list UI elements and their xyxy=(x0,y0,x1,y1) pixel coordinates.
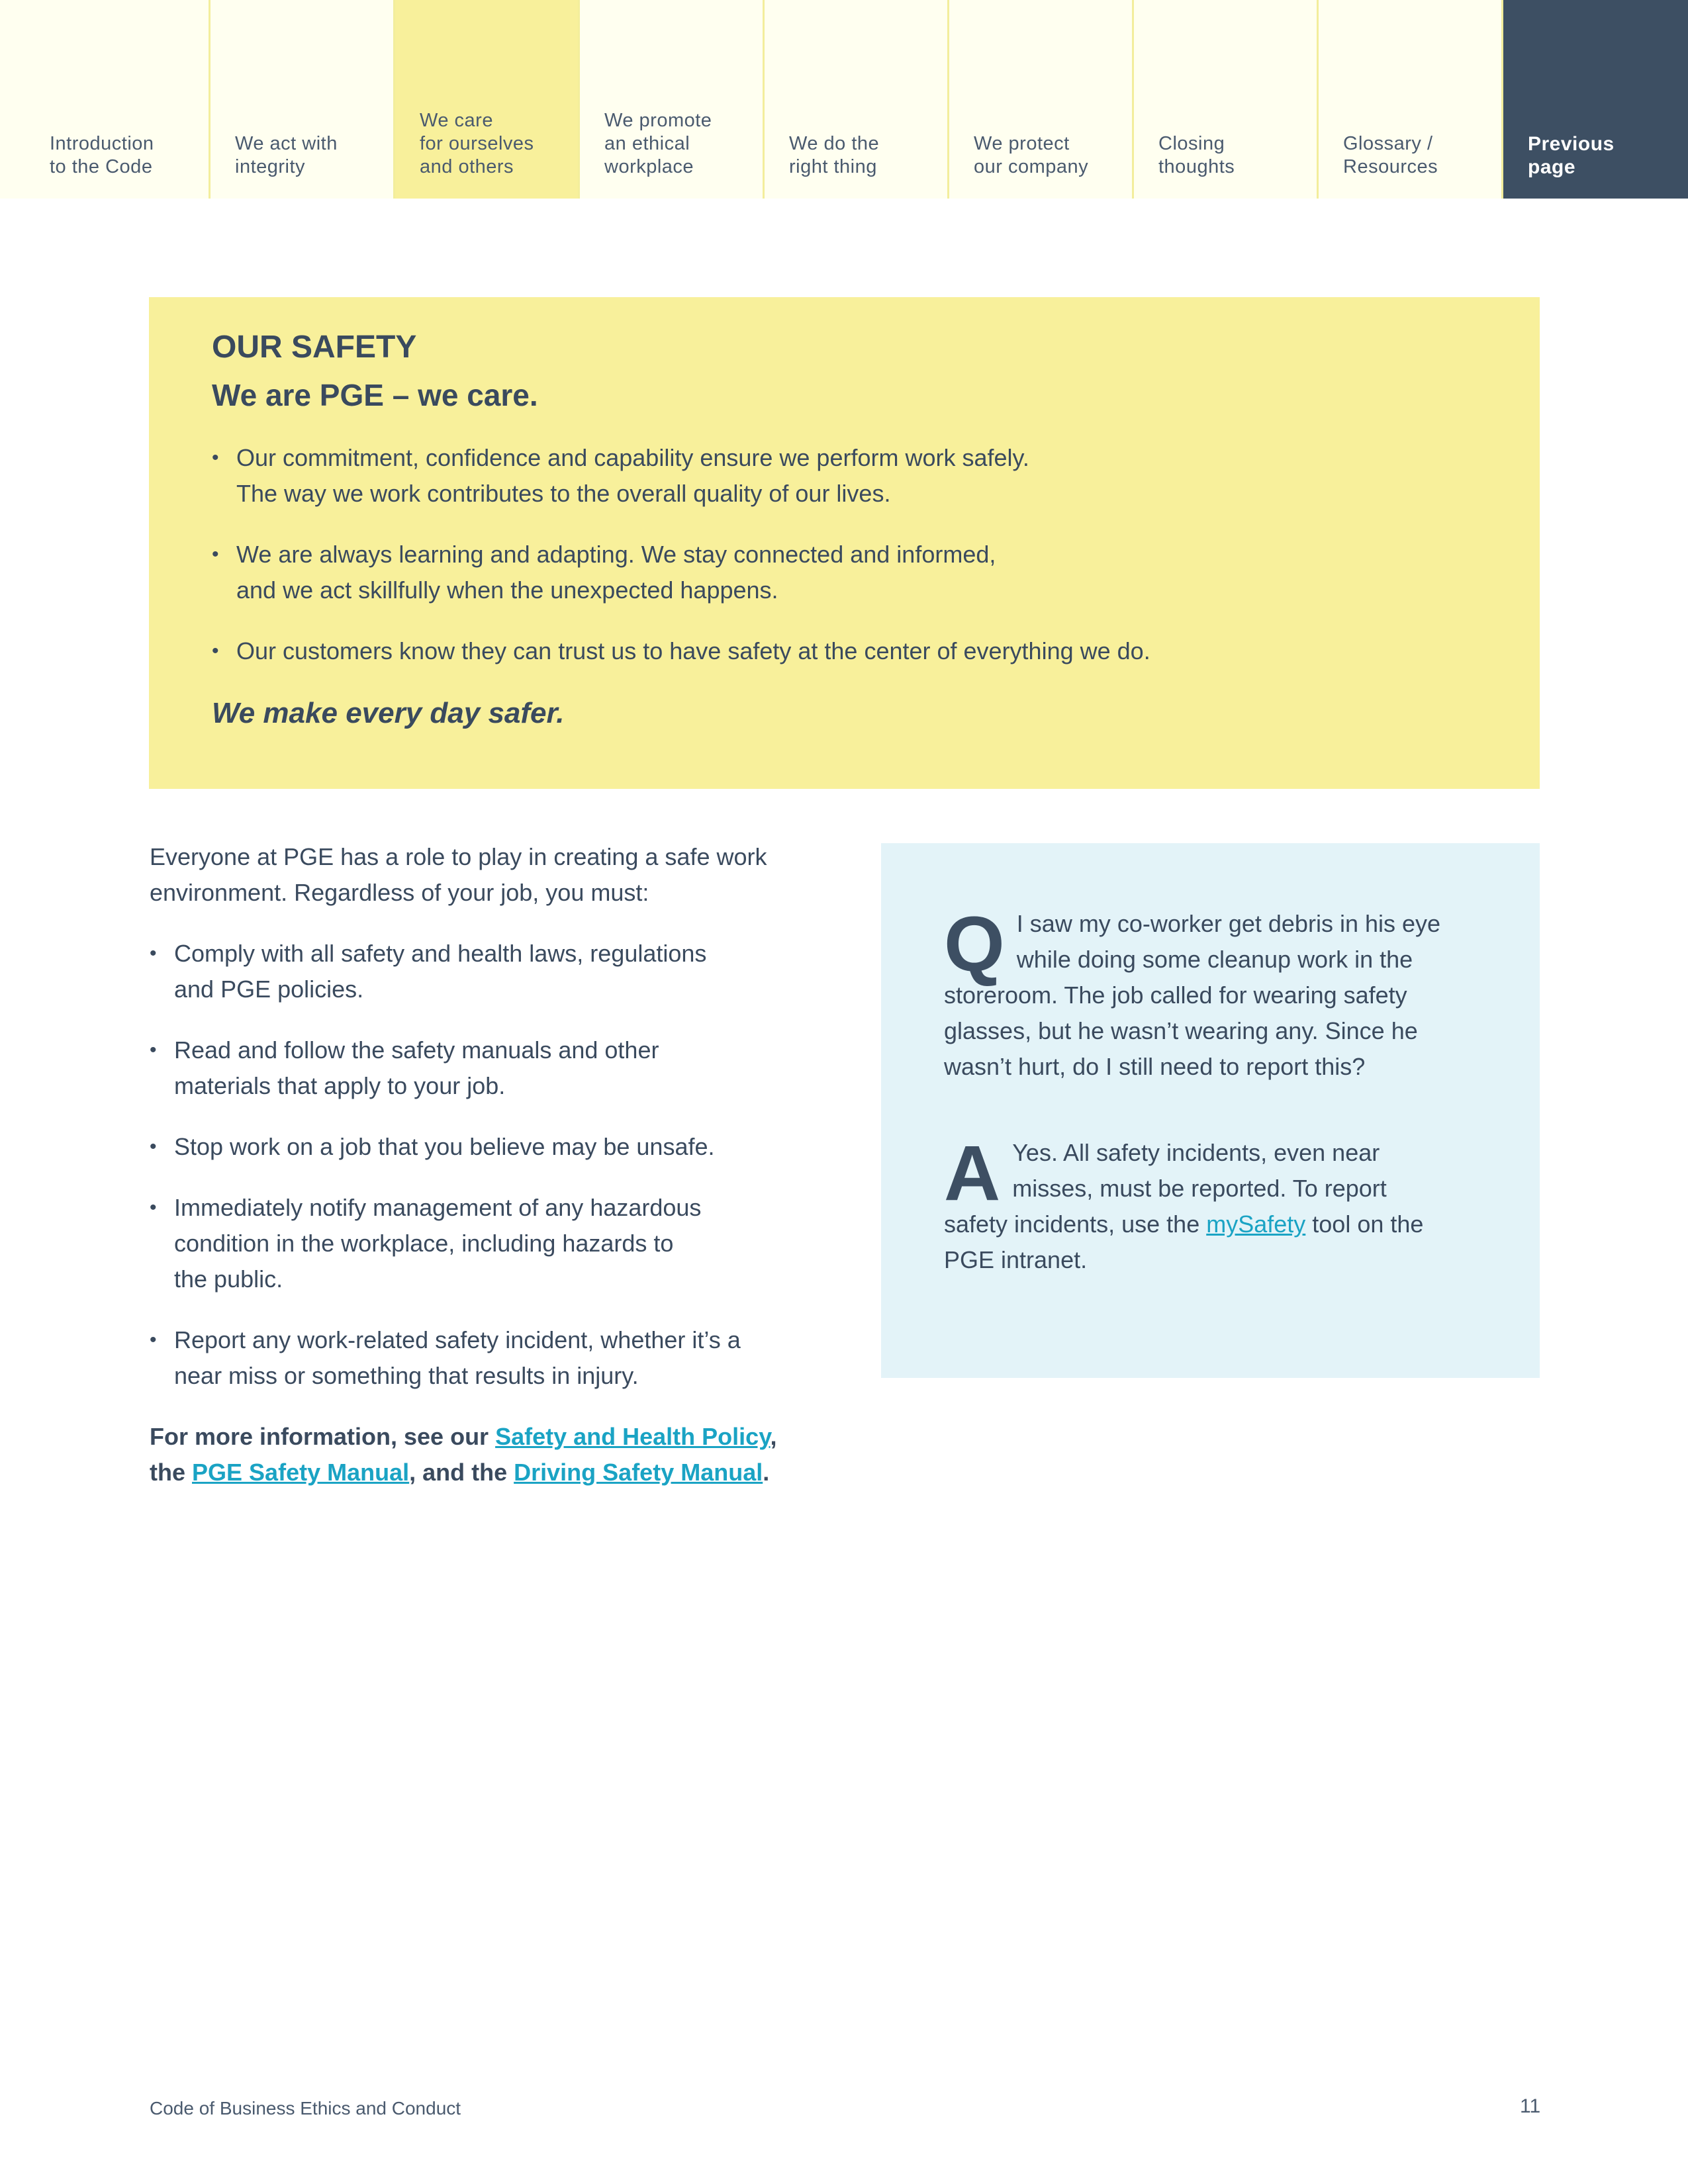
nav-tab-label: workplace xyxy=(604,156,694,177)
nav-tab-glossary[interactable] xyxy=(1319,0,1503,199)
nav-tab-closing-thoughts[interactable] xyxy=(1134,0,1319,199)
responsibility-list xyxy=(150,936,831,1394)
driving-safety-manual-link[interactable]: Driving Safety Manual xyxy=(514,1459,763,1486)
nav-tab-label: We do the xyxy=(789,133,880,154)
pge-safety-manual-link[interactable]: PGE Safety Manual xyxy=(192,1459,410,1486)
nav-tab-label: We protect xyxy=(974,133,1070,154)
question-letter: Q xyxy=(944,901,1005,988)
nav-tab-label: We care xyxy=(420,110,493,131)
list-item: • Comply with all safety and health laws, regulations and PGE policies. xyxy=(150,936,831,1007)
mysafety-link[interactable]: mySafety xyxy=(1206,1210,1306,1238)
nav-tab-right-thing[interactable] xyxy=(765,0,949,199)
nav-tab-label: an ethical xyxy=(604,133,690,154)
page-number: 11 xyxy=(1520,2095,1541,2117)
safety-bullet-list xyxy=(212,440,1477,669)
nav-tab-label: Resources xyxy=(1343,156,1438,177)
nav-tab-protect-company[interactable] xyxy=(949,0,1134,199)
previous-page-label: Previous xyxy=(1528,133,1615,155)
nav-tab-ethical-workplace[interactable] xyxy=(580,0,765,199)
nav-tab-label: our company xyxy=(974,156,1089,177)
list-item: • Stop work on a job that you believe may be unsafe. xyxy=(150,1129,831,1165)
nav-tab-introduction[interactable] xyxy=(0,0,211,199)
nav-tab-label: thoughts xyxy=(1158,156,1235,177)
list-item: • Report any work-related safety incident, whether it’s a near miss or something that results in injury. xyxy=(150,1322,831,1394)
top-navigation xyxy=(0,0,1688,199)
nav-tab-label: Glossary / xyxy=(1343,133,1433,154)
nav-tab-label: for ourselves xyxy=(420,133,534,154)
footer-document-title: Code of Business Ethics and Conduct xyxy=(150,2098,461,2118)
nav-tab-label: We act with xyxy=(235,133,338,154)
intro-paragraph: Everyone at PGE has a role to play in creating a safe work environment. Regardless of your job, you must: xyxy=(150,843,767,906)
list-item: • Read and follow the safety manuals and other materials that apply to your job. xyxy=(150,1032,831,1104)
our-safety-box xyxy=(149,297,1540,789)
nav-tab-label: and others xyxy=(420,156,514,177)
nav-tab-label: integrity xyxy=(235,156,306,177)
list-item: • We are always learning and adapting. We stay connected and informed, and we act skillfully when the unexpected happens. xyxy=(212,537,1477,608)
answer-letter: A xyxy=(944,1130,1001,1217)
nav-tab-label: Closing xyxy=(1158,133,1225,154)
nav-tab-label: We promote xyxy=(604,110,712,131)
list-item: • Our commitment, confidence and capability ensure we perform work safely. The way we work contributes to the overall quality of our lives. xyxy=(212,440,1477,512)
answer: A Yes. All safety incidents, even near misses, must be reported. To report safety incidents, use the mySafety tool on the PGE intranet. xyxy=(944,1130,1424,1273)
list-item: • Our customers know they can trust us to have safety at the center of everything we do. xyxy=(212,633,1477,669)
nav-tab-label: to the Code xyxy=(50,156,153,177)
safety-health-policy-link[interactable]: Safety and Health Policy xyxy=(495,1423,771,1450)
nav-tab-care[interactable] xyxy=(395,0,580,199)
safety-heading: OUR SAFETY xyxy=(212,330,417,365)
list-item: • Immediately notify management of any hazardous condition in the workplace, including hazards to the public. xyxy=(150,1190,831,1297)
question: Q I saw my co-worker get debris in his eye while doing some cleanup work in the storeroom. The job called for wearing safety glasses, but he wasn’t wearing any. Since he wasn’t hurt, do I still need to report this? xyxy=(944,901,1441,1080)
previous-page-label: page xyxy=(1528,156,1576,178)
safety-subheading: We are PGE – we care. xyxy=(212,378,538,412)
nav-tab-label: Introduction xyxy=(50,133,154,154)
safety-tagline: We make every day safer. xyxy=(212,697,565,729)
more-information: For more information, see our Safety and Health Policy, the PGE Safety Manual, and the Driving Safety Manual. xyxy=(150,1423,777,1486)
previous-page-button[interactable] xyxy=(1503,0,1688,199)
safety-responsibilities xyxy=(150,839,831,1490)
nav-tab-label: right thing xyxy=(789,156,877,177)
nav-tab-integrity[interactable] xyxy=(211,0,395,199)
qa-box xyxy=(881,843,1540,1378)
